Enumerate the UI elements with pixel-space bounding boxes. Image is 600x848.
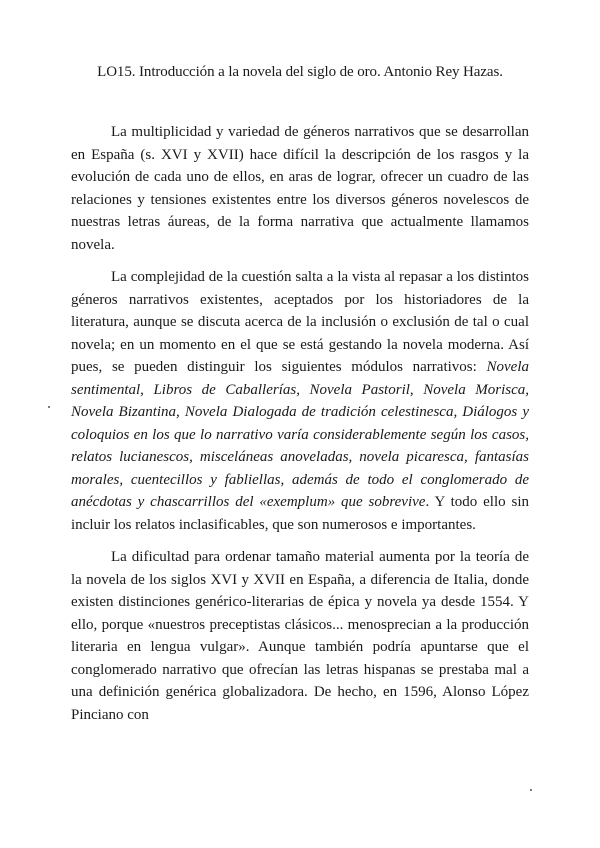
paragraph-2-text-end: . Y todo ello sin incluir los relatos inclasificables, que son numerosos e importantes.: [71, 494, 529, 533]
paragraph-2-text-start: La complejidad de la cuestión salta a la vista al repasar a los distintos géneros narrativos existentes, aceptados por los historiadores de la literatura, aunque se discuta acerca de la inclusión o exclusión de tal o cual novela; en un momento en el que se está gestando la novela moderna. Así pues, se pueden distinguir los siguientes módulos narrativos:: [71, 269, 529, 375]
paragraph-3-text: La dificultad para ordenar tamaño material aumenta por la teoría de la novela de los siglos XVI y XVII en España, a diferencia de Italia, donde existen distinciones genérico-literarias de épica y novela ya desde 1554. Y ello, porque «nuestros preceptistas clásicos... menosprecian a la producción literaria en lengua vulgar». Aunque también podría apuntarse que el conglomerado narrativo que ofrecían las letras hispanas se prestaba mal a una definición genérica globalizadora. De hecho, en 1596, Alonso López Pinciano con: [71, 549, 529, 723]
paragraph-1-text: La multiplicidad y variedad de géneros narrativos que se desarrollan en España (s. XVI y XVII) hace difícil la descripción de los rasgos y la evolución de cada uno de ellos, en aras de lograr, ofrecer un cuadro de las relaciones y tensiones existentes entre los diversos géneros novelescos de nuestras letras áureas, de la forma narrativa que actualmente llamamos novela.: [71, 124, 529, 253]
paragraph-1: [71, 121, 529, 256]
document-body: [71, 121, 529, 736]
document-title: LO15. Introducción a la novela del siglo de oro. Antonio Rey Hazas.: [97, 64, 503, 80]
paragraph-3: [71, 546, 529, 726]
scan-speck-left: [48, 406, 50, 408]
paragraph-2: [71, 266, 529, 536]
paragraph-2-genre-list: Novela sentimental, Libros de Caballerías, Novela Pastoril, Novela Morisca, Novela Bizantina, Novela Dialogada de tradición celestinesca, Diálogos y coloquios en los que lo narrativo varía considerablemente según los casos, relatos lucianescos, misceláneas anoveladas, novela picaresca, fantasías morales, cuentecillos y fabliellas, además de todo el conglomerado de anécdotas y chascarrillos del «exemplum» que sobrevive: [71, 359, 529, 510]
scan-speck-right: [530, 789, 532, 791]
